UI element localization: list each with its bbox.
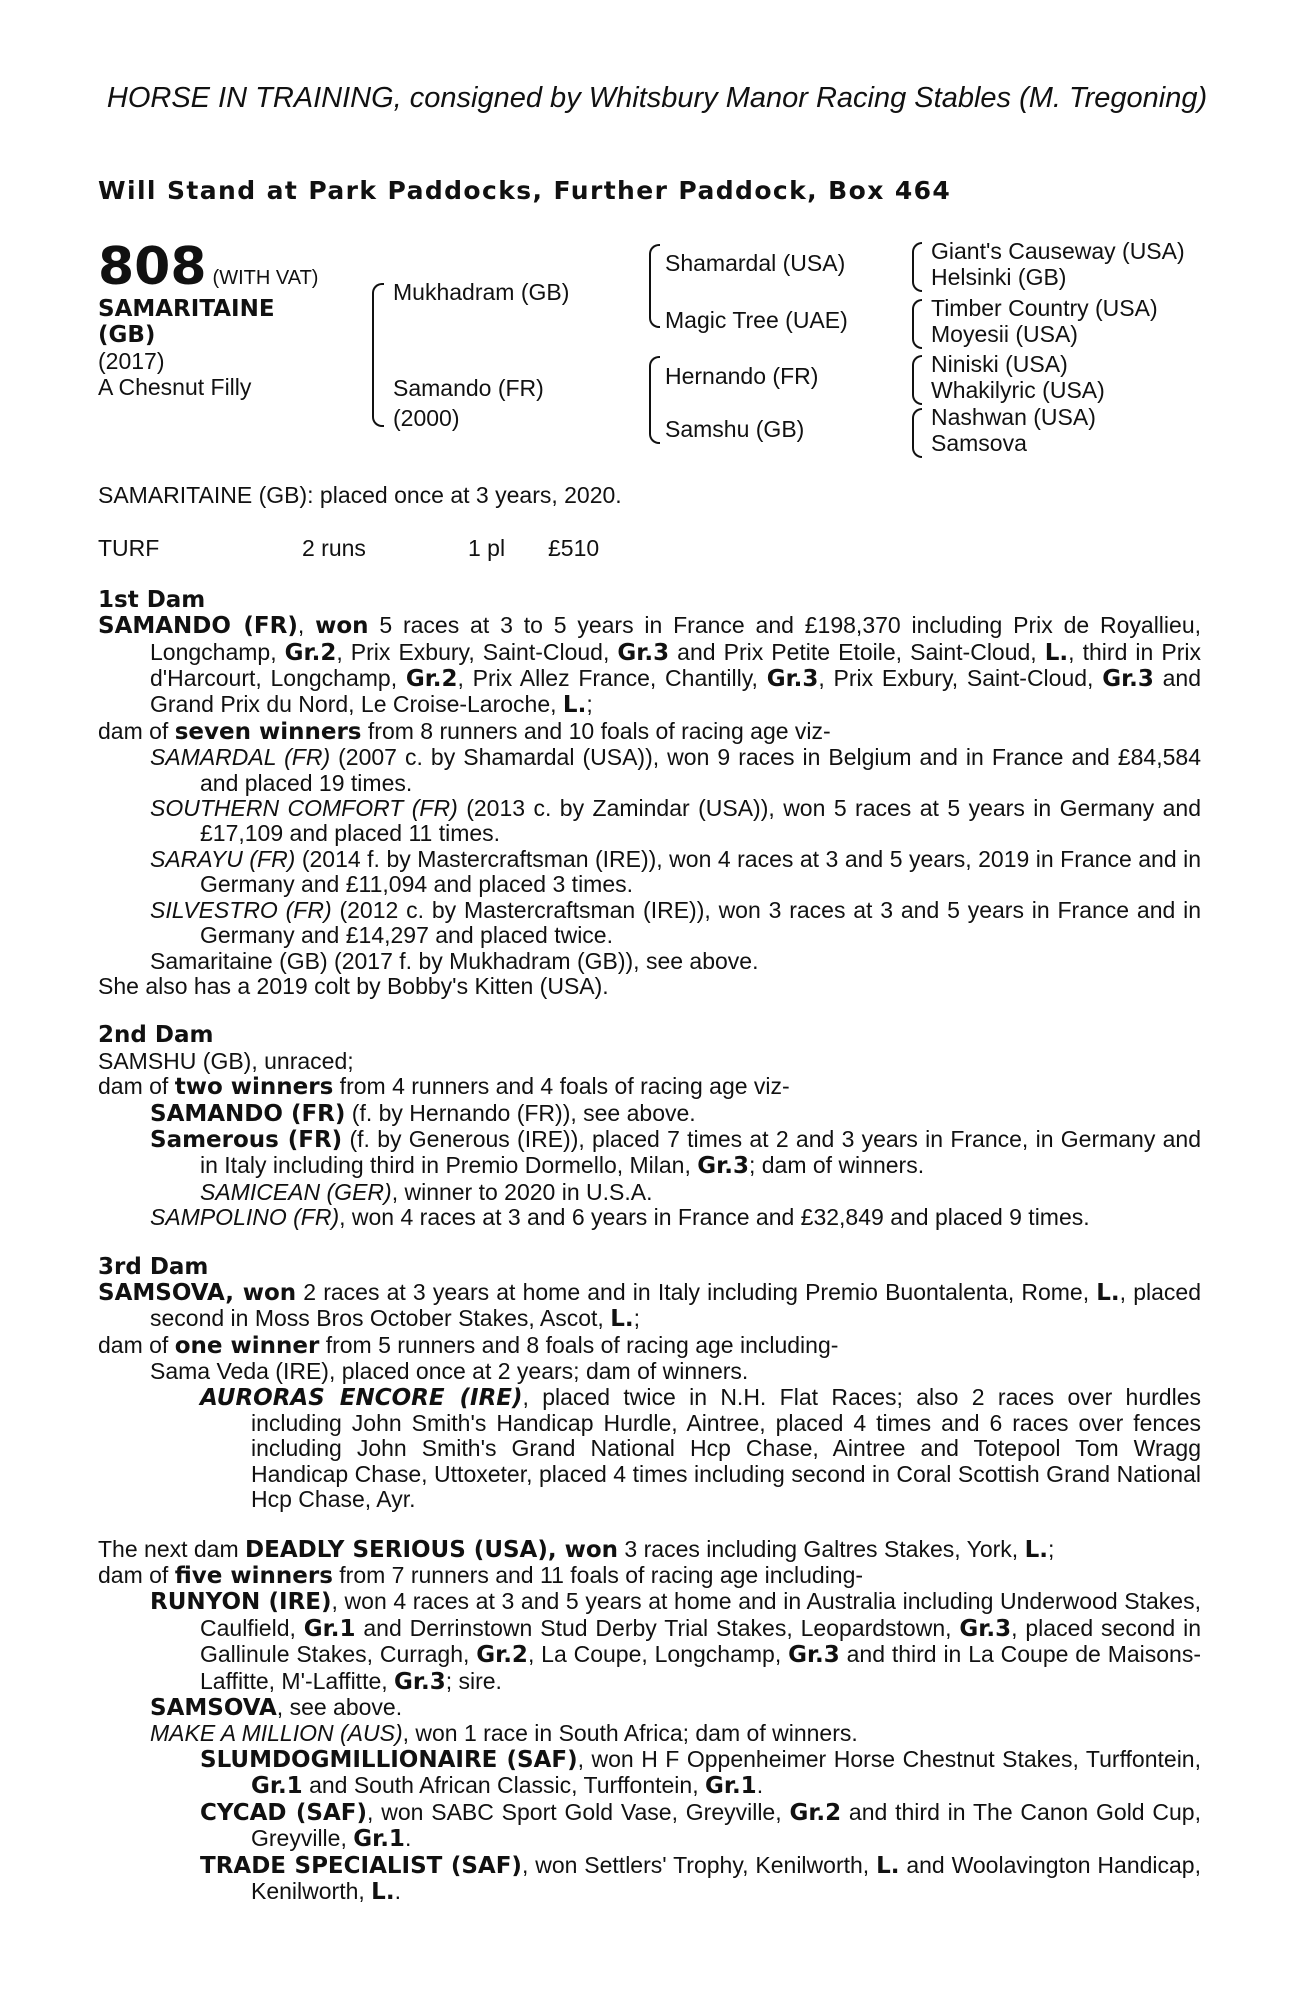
first-dam-heading: 1st Dam xyxy=(98,586,206,613)
won-label: won xyxy=(315,613,369,640)
consignor-heading: HORSE IN TRAINING, consigned by Whitsbury Manor Racing Stables (M. Tregoning) xyxy=(106,82,1208,114)
foal-entry: SAMSOVA, see above. xyxy=(150,1694,403,1722)
third-dam-record: SAMSOVA, won 2 races at 3 years at home and in Italy including Premio Buontalenta, Rome, L., placed second in Moss Bros October Stakes, Ascot, L.; xyxy=(98,1278,1201,1333)
brace-sire-line xyxy=(649,244,660,328)
foal-entry: SILVESTRO (FR) (2012 c. by Mastercraftsman (IRE)), won 3 races at 3 and 5 years in France and in Germany and £14,297 and placed twice. xyxy=(150,896,1201,949)
foal-entry: SOUTHERN COMFORT (FR) (2013 c. by Zamindar (USA)), won 5 races at 5 years in Germany and £17,109 and placed 11 times. xyxy=(150,795,1201,847)
pedigree-sire: Mukhadram (GB) xyxy=(393,279,570,305)
pedigree-sire-dam: Magic Tree (UAE) xyxy=(665,307,848,333)
horse-year: (2017) xyxy=(98,348,165,374)
first-dam-name: SAMANDO (FR) xyxy=(98,613,298,640)
record-earnings: £510 xyxy=(548,535,600,562)
first-dam-produce: dam of seven winners from 8 runners and 10 foals of racing age viz- xyxy=(98,717,831,745)
pedigree-g8: Samsova xyxy=(931,430,1027,456)
foal-entry: MAKE A MILLION (AUS), won 1 race in South Africa; dam of winners. xyxy=(150,1720,858,1747)
foal-entry: SAMANDO (FR) (f. by Hernando (FR)), see above. xyxy=(150,1099,696,1127)
vat-note: (WITH VAT) xyxy=(212,267,319,289)
next-dam-produce: dam of five winners from 7 runners and 11 foals of racing age including- xyxy=(98,1562,864,1590)
foal-entry: RUNYON (IRE), won 4 races at 3 and 5 years at home and in Australia including Underwood Stakes, Caulfield, Gr.1 and Derrinstown Stud Derby Trial Stakes, Leopardstown, Gr.3, placed second in Gallinule Stakes, Curragh, Gr.2, La Coupe, Longchamp, Gr.3 and third in La Coupe de Maisons-Laffitte, M'-Laffitte, Gr.3; sire. xyxy=(150,1588,1202,1695)
foal-entry: Samerous (FR) (f. by Generous (IRE)), placed 7 times at 2 and 3 years in France, in Germany and in Italy including third in Premio Dormello, Milan, Gr.3; dam of winners. xyxy=(150,1125,1201,1180)
lot-number-block xyxy=(98,237,318,297)
grandfoal-entry: AURORAS ENCORE (IRE), placed twice in N.H. Flat Races; also 2 races over hurdles including John Smith's Handicap Hurdle, Aintree, placed 4 times and 6 races over fences including John Smith's Grand National Hcp Chase, Aintree and Totepool Tom Wragg Handicap Chase, Uttoxeter, placed 4 times including second in Coral Scottish Grand National Hcp Chase, Ayr. xyxy=(200,1383,1201,1513)
horse-description: A Chesnut Filly xyxy=(98,374,252,400)
pedigree-dam-dam: Samshu (GB) xyxy=(665,416,805,442)
foal-entry-self: Samaritaine (GB) (2017 f. by Mukhadram (GB)), see above. xyxy=(150,947,759,974)
brace-sire-dam xyxy=(372,283,384,427)
brace-dam-line xyxy=(649,356,660,444)
second-dam-produce: dam of two winners from 4 runners and 4 foals of racing age viz- xyxy=(98,1073,790,1101)
third-dam-produce: dam of one winner from 5 runners and 8 foals of racing age including- xyxy=(98,1331,839,1359)
pedigree-g4: Moyesii (USA) xyxy=(931,321,1078,347)
third-dam-heading: 3rd Dam xyxy=(98,1253,209,1280)
pedigree-g7: Nashwan (USA) xyxy=(931,404,1096,430)
lot-number: 808 xyxy=(98,237,207,297)
horse-origin: (GB) xyxy=(98,322,156,348)
pedigree-g3: Timber Country (USA) xyxy=(931,295,1158,321)
horse-identity xyxy=(98,296,275,400)
brace-g2 xyxy=(912,299,922,349)
pedigree-g6: Whakilyric (USA) xyxy=(931,377,1105,403)
foal-entry: SAMARDAL (FR) (2007 c. by Shamardal (USA)), won 9 races in Belgium and in France and £84,584 and placed 19 times. xyxy=(150,744,1201,796)
foal-entry: Sama Veda (IRE), placed once at 2 years; dam of winners. xyxy=(150,1358,749,1385)
next-dam-record: The next dam DEADLY SERIOUS (USA), won 3 races including Galtres Stakes, York, L.; xyxy=(98,1535,1055,1563)
grandfoal-entry: SLUMDOGMILLIONAIRE (SAF), won H F Oppenheimer Horse Chestnut Stakes, Turffontein, Gr.1 and South African Classic, Turffontein, Gr.1. xyxy=(200,1745,1201,1800)
pedigree-g1: Giant's Causeway (USA) xyxy=(931,238,1185,264)
stand-location: Will Stand at Park Paddocks, Further Paddock, Box 464 xyxy=(98,176,952,205)
second-dam-record: SAMSHU (GB), unraced; xyxy=(98,1047,354,1074)
brace-g1 xyxy=(912,242,922,292)
pedigree-g2: Helsinki (GB) xyxy=(931,264,1067,290)
record-runs: 2 runs xyxy=(302,535,366,562)
race-record xyxy=(98,536,1201,561)
record-surface: TURF xyxy=(98,535,160,562)
pedigree-dam-year: (2000) xyxy=(393,405,460,431)
first-dam-also: She also has a 2019 colt by Bobby's Kitten (USA). xyxy=(98,972,609,999)
pedigree-g5: Niniski (USA) xyxy=(931,351,1068,377)
first-dam-record: SAMANDO (FR), won 5 races at 3 to 5 years in France and £198,370 including Prix de Royallieu, Longchamp, Gr.2, Prix Exbury, Saint-Cloud, Gr.3 and Prix Petite Etoile, Saint-Cloud, L., third in Prix d'Harcourt, Longchamp, Gr.2, Prix Allez France, Chantilly, Gr.3, Prix Exbury, Saint-Cloud, Gr.3 and Grand Prix du Nord, Le Croise-Laroche, L.; xyxy=(98,612,1202,719)
foal-entry: SARAYU (FR) (2014 f. by Mastercraftsman (IRE)), won 4 races at 3 and 5 years, 2019 in France and in Germany and £11,094 and placed 3 times. xyxy=(150,845,1201,898)
pedigree-dam-sire: Hernando (FR) xyxy=(665,363,819,389)
foal-entry: SAMPOLINO (FR), won 4 races at 3 and 6 years in France and £32,849 and placed 9 times. xyxy=(150,1204,1090,1231)
grandfoal-entry: CYCAD (SAF), won SABC Sport Gold Vase, Greyville, Gr.2 and third in The Canon Gold Cup, Greyville, Gr.1. xyxy=(200,1798,1201,1853)
brace-g3 xyxy=(912,355,922,405)
pedigree-sire-sire: Shamardal (USA) xyxy=(665,250,846,276)
brace-g4 xyxy=(912,408,922,458)
second-dam-heading: 2nd Dam xyxy=(98,1022,214,1049)
record-placed: 1 pl xyxy=(468,535,506,562)
grandfoal-entry: TRADE SPECIALIST (SAF), won Settlers' Trophy, Kenilworth, L. and Woolavington Handicap, Kenilworth, L.. xyxy=(200,1851,1201,1905)
horse-name: SAMARITAINE xyxy=(98,296,275,322)
grandfoal-entry: SAMICEAN (GER), winner to 2020 in U.S.A. xyxy=(200,1178,653,1205)
pedigree-dam: Samando (FR) xyxy=(393,375,544,401)
race-summary: SAMARITAINE (GB): placed once at 3 years, 2020. xyxy=(98,482,622,508)
catalogue-body xyxy=(98,483,1201,1905)
